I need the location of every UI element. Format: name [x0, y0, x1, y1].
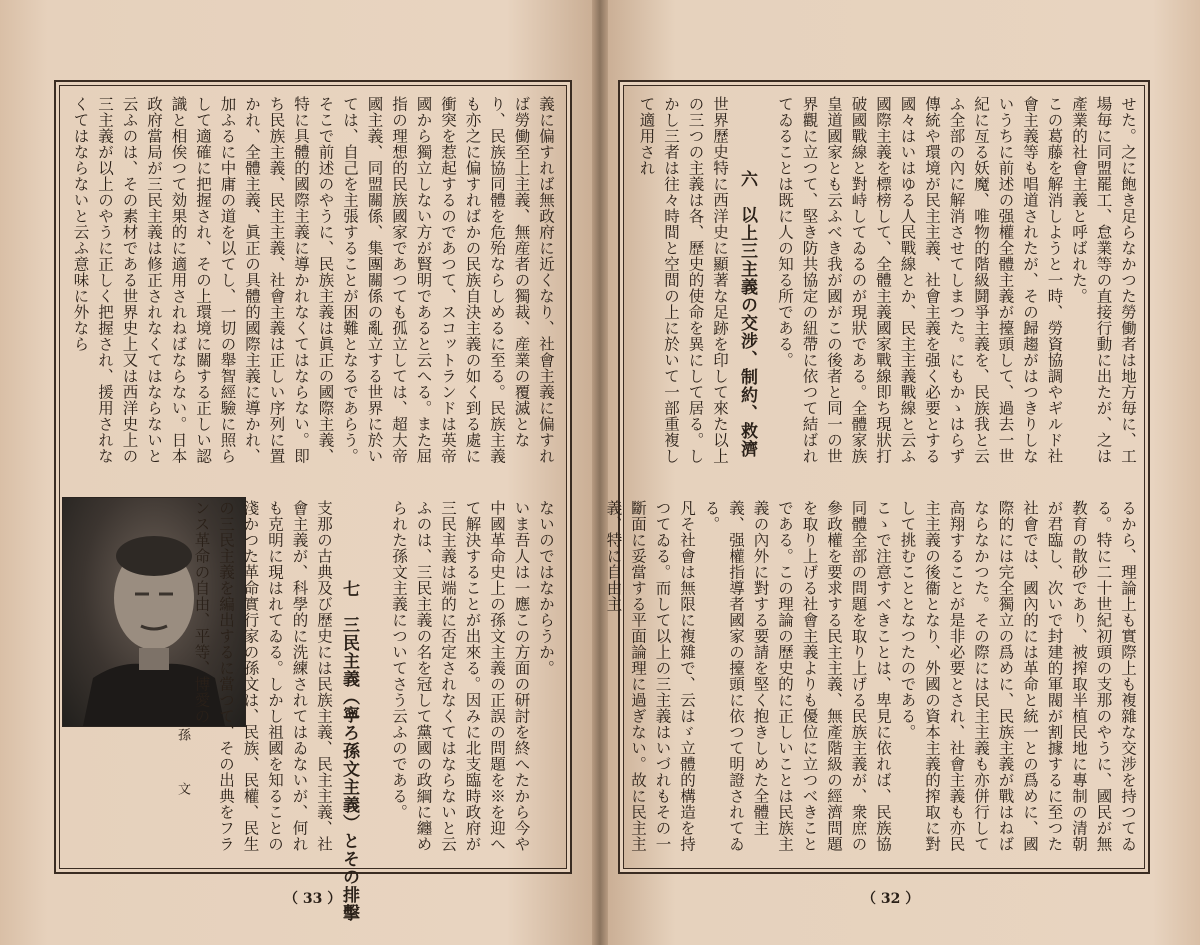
section-6-heading: 六 以上三主義の交涉、制約、救濟: [737, 170, 757, 458]
page-number-33: （ 33 ）: [284, 891, 342, 907]
portrait-caption: 孫 文: [175, 728, 190, 809]
right-upper-text-b: 世界歷史特に西洋史に顯著な足跡を印して來た以上の三つの主義は各、歷史的使命を異にして居る。しかし三者は往々時間と空間の上に於いて一部重複して適用され: [637, 96, 729, 464]
right-upper-text-a: せた。之に飽き足らなかつた勞働者は地方毎に、工場毎に同盟罷工、怠業等の直接行動に出たが、之は產業的社會主義と呼ばれた。 この葛藤を解消しようと一時、勞資協調やギルド社會主義等も唱道されたが、その歸趨がはつきりしないうちに前述の强權全體主義が擡頭して、過去一世紀に亙る妖魔、唯物的階級鬪爭主義を、民族我と云ふ全部の內に解消させてしまつた。にもかゝはらず傳統や環境が民主主義、社會主義を强く必要とする國々はいはゆる人民戰線とか、民主主義戰線と云ふ國際主義を標榜して、全體主義國家戰線即ち現狀打破國戰線と對峙してゐるのが現狀である。全體家族皇道國家とも云ふべき我が國がこの後者と同一の世界觀に立つて、堅き防共協定の紐帶に依つて結ばれてゐることは既に人の知る所である。: [776, 96, 1137, 464]
left-upper-text: 義に偏すれば無政府に近くなり、社會主義に偏すれば勞働至上主義、無産者の獨裁、産業の覆滅となり、民族協同體を危殆ならしめるに至る。民族主義も亦之に偏すればかの民族自決主義の如く到る處に衝突を惹起するのであつて、スコットランドは英帝國から獨立しない方が賢明であると云へる。また屈指の理想的民族國家であつても孤立しては、超大帝國主義、同盟關係、集團關係の亂立する世界に於いては、自己を主張することが困難となるであらう。 そこで前述のやうに、民族主義は眞正の國際主義、特に具體的國際主義に導かれなくてはならない。即ち民族主義、民主主義、社會主義は正しい序列に置かれ、全體主義、眞正の具體的國際主義に導かれ、加ふるに中庸の道を以てし、一切の舉智經驗に照らして適確に把握され、その上環境に關する正しい認識と相俟つて効果的に適用されねばならない。日本政府當局が三民主義は修正されなくてはならないと云ふのは、その素材である世界史上又は西洋史上の三主義が以上のやうに正しく把握され、援用されなくてはならないと云ふ意味に外なら: [71, 96, 555, 464]
right-lower-text: るから、理論上も實際上も複雜な交涉を持つてゐる。特に二十世紀初頭の支那のやうに、國民が無教育の散砂であり、被搾取半植民地に專制の清朝が君臨し、次いで封建的軍閥が割據するに至つた社會では、國內的には革命と統一との爲めに、國際的には完全獨立の爲めに、民族主義が戰はねばならなかつた。その際には民主主義も亦併行して高翔することが是非必要とされ、社會主義も亦民主主義の後衞となり、外國の資本主義的搾取に對して挑むこととなつたのである。 こゝで注意すべきことは、卑見に依れば、民族協同體全部の問題を取り上げる民族主義が、衆庶の參政權を要求する民主主義、無產階級の經濟問題を取り上げる社會主義よりも優位に立つべきことである。この理論の歷史的に正しいことは民族主義の內外に對する要請を堅く抱きしめた全體主義、强權指導者國家の擡頭に依つて明證されてゐる。 凡そ社會は無限に複雜で、云はゞ立體的構造を持つてゐる。而して以上の三主義はいづれもその一斷面に妥當する平面論理に過ぎない。故に民主主義、特に自由主: [604, 500, 1137, 852]
left-lower-text-a: ないのではなからうか。 いま吾人は一應この方面の研討を終へたから今や中國革命史上の孫文主義の正誤の問題を※を迎へて解決することが出來る。因みに北支臨時政府が三民主義は端的に否定されなくてはならないと云ふのは、三民主義の名を冠して黨國の政綱に纏められた孫文主義についてさう云ふのである。: [390, 500, 555, 852]
book-gutter: [592, 0, 608, 945]
section-7-heading: 七 三民主義（寧ろ孫文主義）とその排擊: [339, 580, 359, 922]
left-lower-text-b: 支那の古典及び歷史には民族主義、民主主義、社會主義が、科學的に洗練されてはゐないが、何れも克明に現はれてゐる。しかし祖國を知ることの淺かつた革命實行家の孫文は、民族、民權、民生の三民主義を編出するに當つて、その出典をフランス革命の自由、平等、博愛の: [192, 500, 333, 852]
page-number-32: （ 32 ）: [862, 891, 920, 907]
